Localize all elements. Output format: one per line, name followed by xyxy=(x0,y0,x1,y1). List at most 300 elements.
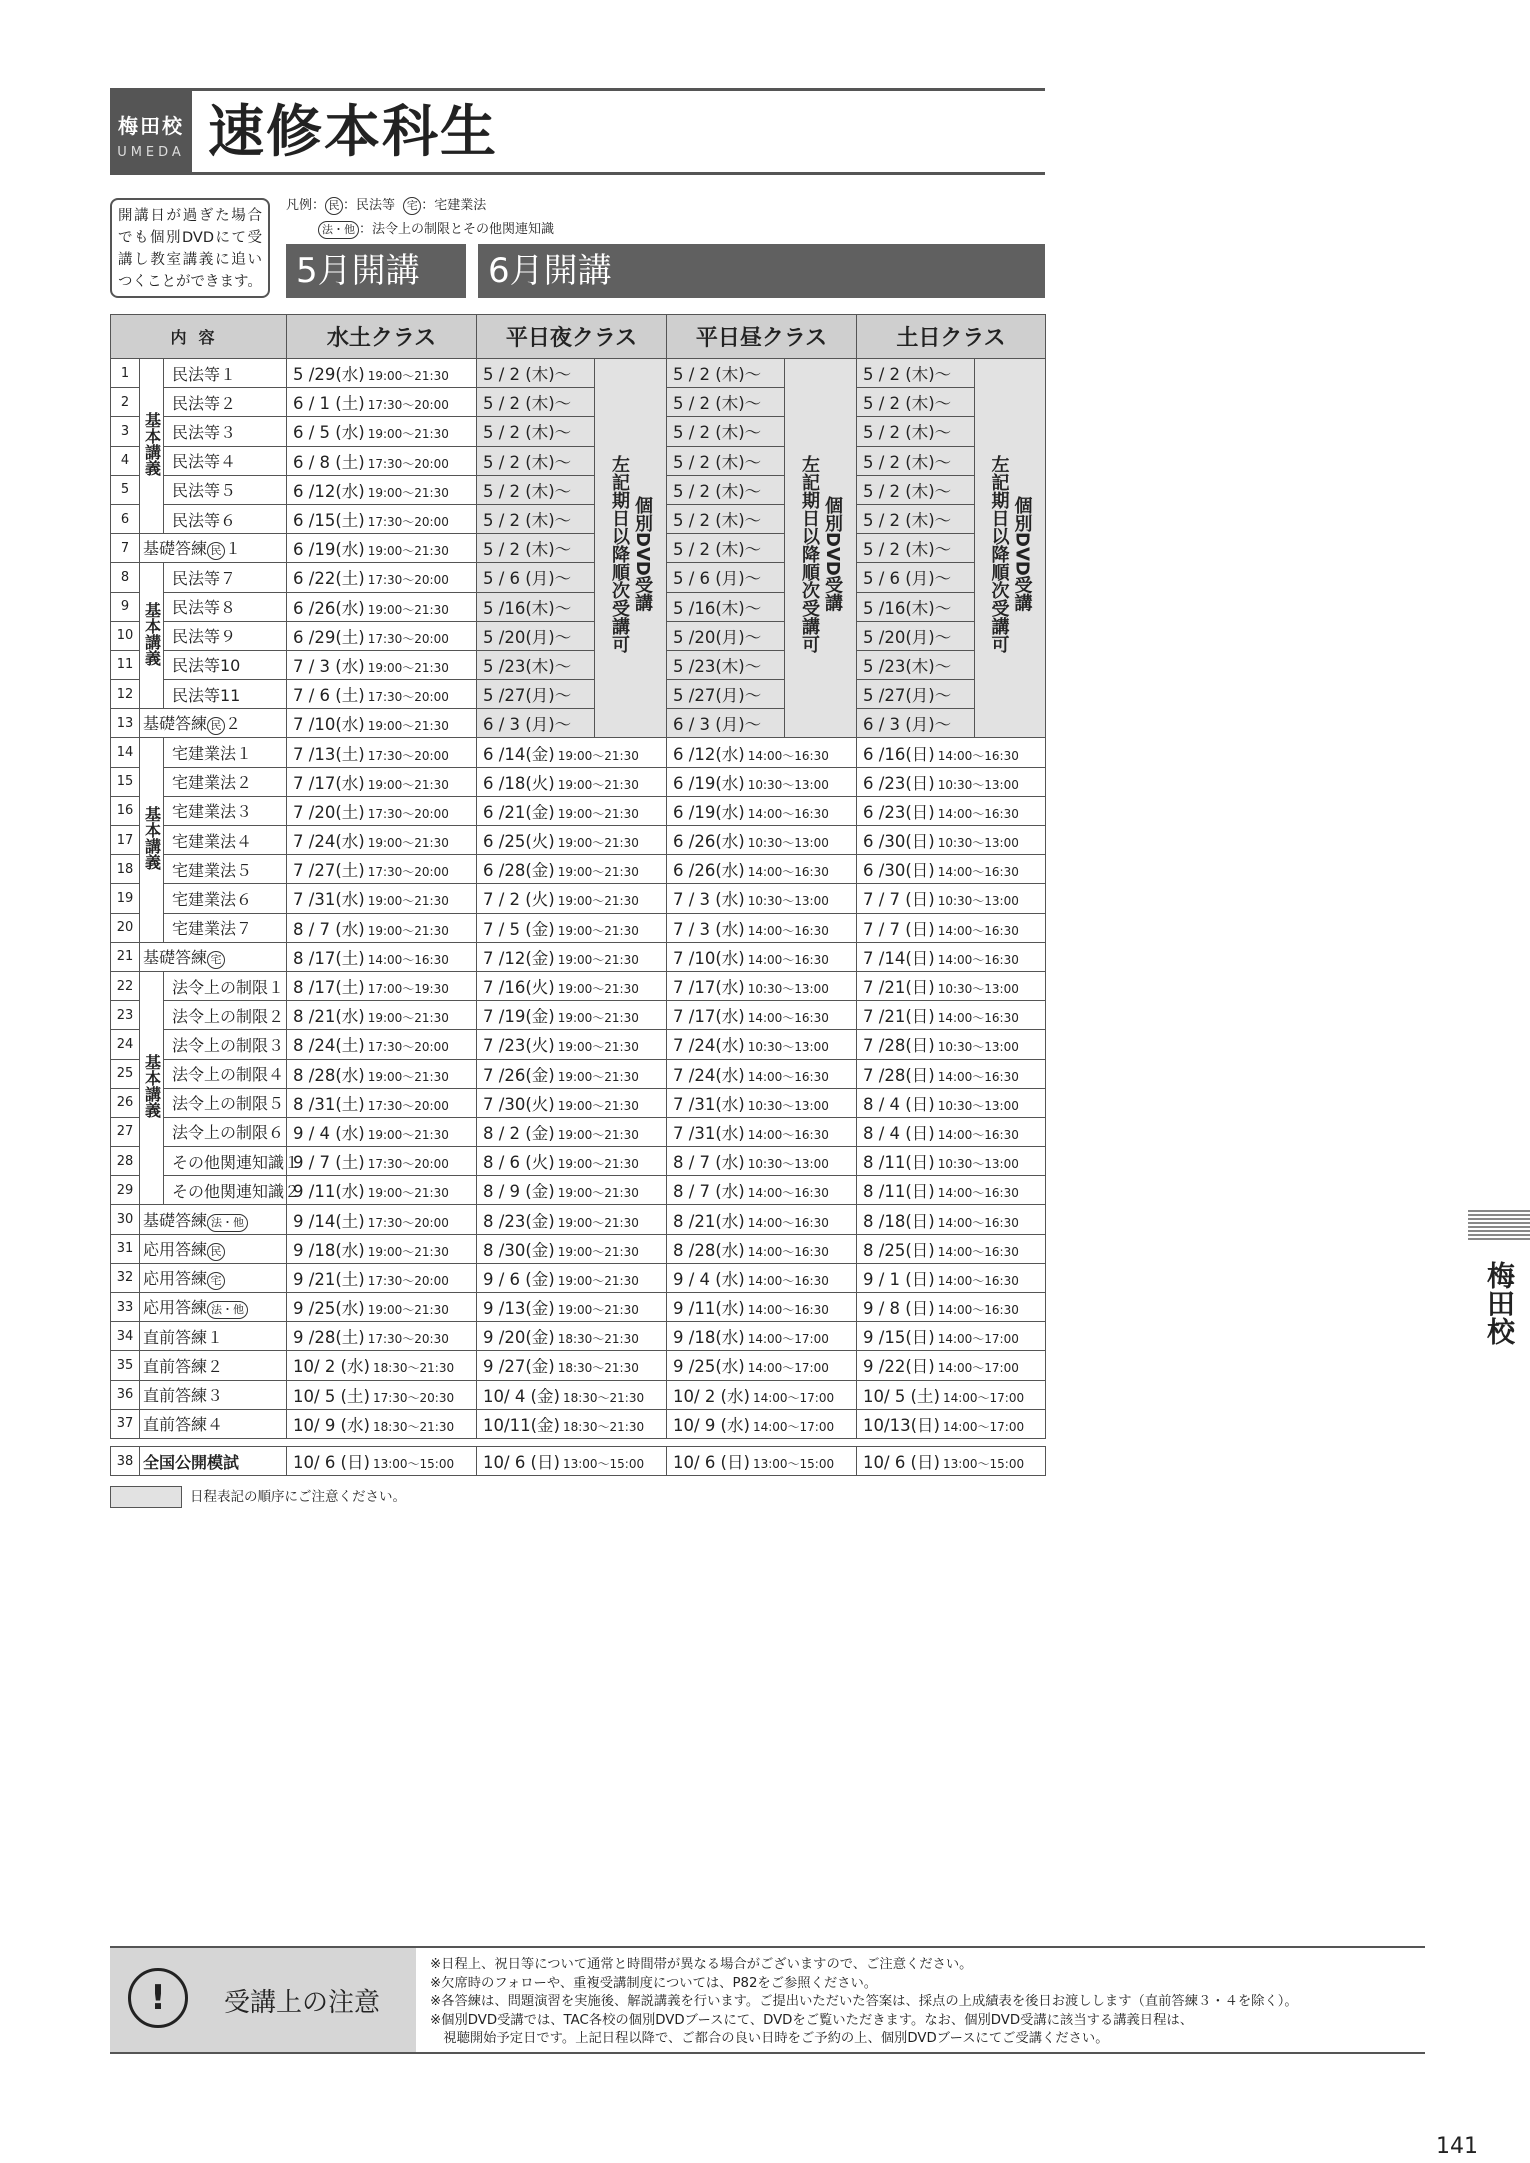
table-row xyxy=(111,1059,1046,1088)
cell-time: 19:00〜21:30 xyxy=(367,369,449,384)
table-row xyxy=(111,621,1046,650)
cell-time: 14:00〜17:00 xyxy=(747,1361,829,1376)
legend-hou-label: ：法令上の制限とその他関連知識 xyxy=(359,222,555,237)
cell-date: 9 /22(日) xyxy=(863,1357,935,1377)
cell-date: 6 /28(金) xyxy=(483,861,555,881)
schedule-cell xyxy=(667,534,785,563)
cell-date: 9 /15(日) xyxy=(863,1328,935,1348)
cell-date: 5 /29(水) xyxy=(293,365,365,385)
lecture-cell xyxy=(140,1446,287,1475)
cell-date: 7 /27(土) xyxy=(293,861,365,881)
cell-date: 5 / 2 (木)〜 xyxy=(673,481,762,501)
cell-date: 9 /25(水) xyxy=(673,1357,745,1377)
header-class-2: 平日夜クラス xyxy=(477,315,667,359)
caution-note: ※欠席時のフォローや、重複受講制度については、P82をご参照ください。 xyxy=(430,1975,878,1991)
caution-note: 視聴開始予定日です。上記日程以降で、ご都合の良い日時をご予約の上、個別DVDブースにてご受講ください。 xyxy=(430,2031,1109,2047)
page-title: 速修本科生 xyxy=(208,100,498,165)
table-row xyxy=(111,1293,1046,1322)
cell-time: 19:00〜21:30 xyxy=(557,865,639,880)
lecture-name: 宅建業法７ xyxy=(172,919,253,939)
cell-date: 6 / 5 (水) xyxy=(293,423,365,443)
schedule-cell xyxy=(857,1263,1046,1292)
schedule-cell xyxy=(287,942,477,971)
cell-date: 8 /18(日) xyxy=(863,1211,935,1231)
banner-june: 6月開講 xyxy=(478,244,1045,298)
schedule-cell xyxy=(287,1446,477,1475)
cell-date: 8 / 7 (水) xyxy=(673,1182,745,1202)
cell-date: 7 /30(火) xyxy=(483,1094,555,1114)
table-row xyxy=(111,504,1046,533)
cell-date: 5 /23(木)〜 xyxy=(863,656,952,676)
cell-time: 17:30〜20:00 xyxy=(367,573,449,588)
cell-time: 19:00〜21:30 xyxy=(367,836,449,851)
cell-date: 9 / 6 (金) xyxy=(483,1269,555,1289)
cell-date: 5 / 2 (木)〜 xyxy=(483,452,572,472)
lecture-name: 民法等９ xyxy=(172,627,237,647)
cell-time: 19:00〜21:30 xyxy=(367,1186,449,1201)
legend-min-label: ：民法等 xyxy=(343,198,396,213)
cell-date: 5 / 2 (木)〜 xyxy=(673,511,762,531)
schedule-cell xyxy=(857,1380,1046,1409)
schedule-cell xyxy=(287,796,477,825)
header-class-1: 水土クラス xyxy=(287,315,477,359)
legend-taku-mark: 宅 xyxy=(403,197,421,215)
table-row xyxy=(111,592,1046,621)
schedule-cell xyxy=(857,504,975,533)
lecture-cell xyxy=(140,1322,287,1351)
lecture-name: 民法等10 xyxy=(172,656,241,676)
cell-date: 7 /23(火) xyxy=(483,1036,555,1056)
schedule-cell xyxy=(287,1176,477,1205)
lecture-cell xyxy=(164,621,287,650)
dvd-note-main: 左記期日以降順次受講可 xyxy=(988,455,1010,653)
schedule-cell xyxy=(477,504,595,533)
schedule-cell xyxy=(477,534,595,563)
schedule-cell xyxy=(857,1030,1046,1059)
cell-date: 9 /28(土) xyxy=(293,1328,365,1348)
lecture-cell xyxy=(140,1409,287,1438)
lecture-name: 全国公開模試 xyxy=(143,1452,240,1472)
group-label xyxy=(140,971,164,1205)
legend-hou-mark: 法・他 xyxy=(318,221,359,239)
cell-date: 10/ 9 (水) xyxy=(293,1415,370,1435)
lecture-cell xyxy=(164,1088,287,1117)
cell-time: 14:00〜16:30 xyxy=(747,1069,829,1084)
cell-date: 9 /21(土) xyxy=(293,1269,365,1289)
lecture-cell xyxy=(164,971,287,1000)
lecture-cell xyxy=(164,1176,301,1205)
row-number: 35 xyxy=(111,1351,140,1380)
lecture-cell xyxy=(140,709,287,738)
lecture-cell xyxy=(140,1205,287,1234)
row-number: 25 xyxy=(111,1059,140,1088)
row-number: 34 xyxy=(111,1322,140,1351)
cell-date: 8 / 2 (金) xyxy=(483,1123,555,1143)
schedule-cell xyxy=(857,1147,1046,1176)
cell-time: 14:00〜16:30 xyxy=(937,1244,1019,1259)
cell-date: 9 / 7 (土) xyxy=(293,1153,365,1173)
table-row xyxy=(111,738,1046,767)
cell-time: 13:00〜15:00 xyxy=(752,1457,835,1472)
cell-time: 19:00〜21:30 xyxy=(557,982,639,997)
cell-date: 8 / 7 (水) xyxy=(673,1153,745,1173)
page-number: 141 xyxy=(1436,2134,1478,2159)
schedule-cell xyxy=(477,1322,667,1351)
cell-date: 9 / 4 (水) xyxy=(673,1269,745,1289)
lecture-name: 宅建業法２ xyxy=(172,773,253,793)
cell-date: 6 / 8 (土) xyxy=(293,452,365,472)
schedule-cell xyxy=(667,1380,857,1409)
schedule-cell xyxy=(857,826,1046,855)
schedule-cell xyxy=(477,592,595,621)
row-number: 2 xyxy=(111,388,140,417)
cell-time: 19:00〜21:30 xyxy=(367,1303,449,1318)
table-row xyxy=(111,1263,1046,1292)
dvd-note-cell xyxy=(785,359,857,738)
schedule-cell xyxy=(287,1409,477,1438)
exclamation-icon: ! xyxy=(128,1968,188,2028)
table-row xyxy=(111,855,1046,884)
cell-date: 9 / 8 (日) xyxy=(863,1299,935,1319)
table-row xyxy=(111,446,1046,475)
schedule-cell xyxy=(857,475,975,504)
cell-time: 14:00〜17:00 xyxy=(942,1419,1025,1434)
lecture-name: 民法等５ xyxy=(172,481,237,501)
lecture-name: 宅建業法３ xyxy=(172,802,253,822)
schedule-cell xyxy=(667,709,785,738)
legend-min-mark: 民 xyxy=(325,197,343,215)
cell-time: 14:00〜17:00 xyxy=(752,1390,835,1405)
lecture-name: 民法等８ xyxy=(172,598,237,618)
cell-date: 7 /26(金) xyxy=(483,1065,555,1085)
cell-date: 8 /23(金) xyxy=(483,1211,555,1231)
cell-time: 10:30〜13:00 xyxy=(747,836,829,851)
cell-date: 5 / 2 (木)〜 xyxy=(863,511,952,531)
cell-date: 6 /30(日) xyxy=(863,861,935,881)
row-number: 3 xyxy=(111,417,140,446)
schedule-cell xyxy=(857,1234,1046,1263)
cell-time: 14:00〜17:00 xyxy=(942,1390,1025,1405)
cell-time: 17:30〜20:00 xyxy=(367,690,449,705)
lecture-cell xyxy=(164,563,287,592)
schedule-cell xyxy=(667,884,857,913)
schedule-cell xyxy=(857,913,1046,942)
schedule-cell xyxy=(667,1117,857,1146)
schedule-cell xyxy=(667,1446,857,1475)
cell-date: 6 /23(日) xyxy=(863,773,935,793)
cell-date: 5 / 2 (木)〜 xyxy=(863,540,952,560)
schedule-cell xyxy=(857,942,1046,971)
cell-date: 5 / 2 (木)〜 xyxy=(863,481,952,501)
cell-date: 7 /14(日) xyxy=(863,948,935,968)
schedule-cell xyxy=(667,504,785,533)
schedule-cell xyxy=(477,826,667,855)
schedule-cell xyxy=(857,563,975,592)
cell-time: 19:00〜21:30 xyxy=(367,719,449,734)
schedule-cell xyxy=(857,971,1046,1000)
schedule-cell xyxy=(857,738,1046,767)
cell-date: 8 / 4 (日) xyxy=(863,1094,935,1114)
school-roman: UMEDA xyxy=(117,145,185,160)
cell-time: 14:00〜16:30 xyxy=(367,952,449,967)
cell-time: 17:30〜20:00 xyxy=(367,1157,449,1172)
lecture-cell xyxy=(164,1059,287,1088)
schedule-cell xyxy=(667,1293,857,1322)
dvd-note xyxy=(785,455,856,653)
row-number: 21 xyxy=(111,942,140,971)
schedule-cell xyxy=(477,650,595,679)
cell-date: 7 / 7 (日) xyxy=(863,919,935,939)
cell-date: 5 / 2 (木)〜 xyxy=(483,423,572,443)
lecture-name: 直前答練１ xyxy=(143,1327,224,1347)
cell-date: 7 /21(日) xyxy=(863,1007,935,1027)
row-number: 20 xyxy=(111,913,140,942)
cell-time: 10:30〜13:00 xyxy=(937,777,1019,792)
cell-date: 8 /17(土) xyxy=(293,978,365,998)
cell-date: 7 /31(水) xyxy=(673,1123,745,1143)
cell-date: 7 /21(日) xyxy=(863,978,935,998)
lecture-name: 民法等４ xyxy=(172,452,237,472)
schedule-cell xyxy=(287,621,477,650)
schedule-cell xyxy=(667,592,785,621)
schedule-cell xyxy=(477,1030,667,1059)
schedule-cell xyxy=(477,417,595,446)
table-row xyxy=(111,1001,1046,1030)
row-number: 11 xyxy=(111,650,140,679)
schedule-cell xyxy=(477,942,667,971)
cell-time: 14:00〜16:30 xyxy=(937,1215,1019,1230)
schedule-cell xyxy=(667,1059,857,1088)
row-number: 8 xyxy=(111,563,140,592)
cell-time: 19:00〜21:30 xyxy=(557,1157,639,1172)
schedule-cell xyxy=(667,1088,857,1117)
table-row xyxy=(111,534,1046,563)
schedule-cell xyxy=(667,1030,857,1059)
schedule-cell xyxy=(287,1088,477,1117)
lecture-cell xyxy=(164,446,287,475)
legend xyxy=(286,194,554,242)
cell-time: 19:00〜21:30 xyxy=(367,1244,449,1259)
cell-date: 8 /21(水) xyxy=(293,1007,365,1027)
row-number: 12 xyxy=(111,680,140,709)
schedule-cell xyxy=(667,1176,857,1205)
lecture-cell xyxy=(140,1380,287,1409)
schedule-cell xyxy=(477,563,595,592)
lecture-name: 基礎答練 xyxy=(143,947,208,967)
schedule-cell xyxy=(857,1293,1046,1322)
row-number: 1 xyxy=(111,359,140,388)
table-row xyxy=(111,913,1046,942)
cell-date: 9 /14(土) xyxy=(293,1211,365,1231)
group-label-text: 基本講義 xyxy=(142,601,162,666)
cell-time: 10:30〜13:00 xyxy=(937,836,1019,851)
lecture-name: 法令上の制限４ xyxy=(172,1065,285,1085)
schedule-cell xyxy=(477,1205,667,1234)
cell-date: 5 /20(月)〜 xyxy=(673,627,762,647)
lecture-name: 法令上の制限３ xyxy=(172,1035,285,1055)
schedule-cell xyxy=(857,650,975,679)
row-number: 5 xyxy=(111,475,140,504)
subject-mark: 民 xyxy=(207,542,225,560)
cell-date: 6 /16(日) xyxy=(863,744,935,764)
cell-date: 5 / 6 (月)〜 xyxy=(483,569,572,589)
cell-date: 6 /21(金) xyxy=(483,802,555,822)
dvd-note-sub: 個別DVD受講 xyxy=(632,496,654,612)
cell-time: 19:00〜21:30 xyxy=(367,602,449,617)
cell-date: 7 /19(金) xyxy=(483,1007,555,1027)
row-number: 9 xyxy=(111,592,140,621)
cell-date: 8 /28(水) xyxy=(293,1065,365,1085)
cell-date: 6 /26(水) xyxy=(673,861,745,881)
cell-date: 9 / 1 (日) xyxy=(863,1269,935,1289)
cell-date: 6 /14(金) xyxy=(483,744,555,764)
table-row xyxy=(111,475,1046,504)
side-tab-stripes xyxy=(1468,1210,1530,1242)
schedule-cell xyxy=(287,1322,477,1351)
schedule-cell xyxy=(477,621,595,650)
cell-time: 17:30〜20:00 xyxy=(367,806,449,821)
cell-time: 17:30〜20:00 xyxy=(367,631,449,646)
schedule-cell xyxy=(477,388,595,417)
table-row xyxy=(111,1446,1046,1475)
cell-time: 14:00〜17:00 xyxy=(747,1332,829,1347)
row-number: 15 xyxy=(111,767,140,796)
lecture-cell xyxy=(164,1001,287,1030)
cell-date: 6 /12(水) xyxy=(673,744,745,764)
schedule-cell xyxy=(667,942,857,971)
row-number: 13 xyxy=(111,709,140,738)
cell-time: 13:00〜15:00 xyxy=(562,1457,645,1472)
cell-time: 19:00〜21:30 xyxy=(367,485,449,500)
schedule-cell xyxy=(667,913,857,942)
schedule-cell xyxy=(287,417,477,446)
schedule-cell xyxy=(667,650,785,679)
cell-time: 14:00〜16:30 xyxy=(937,1069,1019,1084)
schedule-cell xyxy=(287,709,477,738)
legend-taku-label: ：宅建業法 xyxy=(421,198,487,213)
cell-time: 14:00〜16:30 xyxy=(747,1244,829,1259)
cell-time: 17:30〜20:00 xyxy=(367,456,449,471)
lecture-cell xyxy=(164,592,287,621)
schedule-cell xyxy=(287,475,477,504)
side-index-tab xyxy=(1468,1210,1530,1358)
cell-time: 14:00〜16:30 xyxy=(747,1186,829,1201)
schedule-cell xyxy=(477,855,667,884)
lecture-cell xyxy=(164,1030,287,1059)
lecture-cell xyxy=(140,1263,287,1292)
dvd-note-main: 左記期日以降順次受講可 xyxy=(799,455,821,653)
cell-time: 18:30〜21:30 xyxy=(562,1419,645,1434)
schedule-cell xyxy=(477,359,595,388)
cell-time: 19:00〜21:30 xyxy=(367,923,449,938)
schedule-cell xyxy=(667,796,857,825)
caution-note: ※個別DVD受講では、TAC各校の個別DVDブースにて、DVDをご覧いただきます。なお、個別DVD受講に該当する講義日程は、 xyxy=(430,2012,1193,2028)
schedule-cell xyxy=(667,1205,857,1234)
cell-time: 17:30〜20:00 xyxy=(367,1040,449,1055)
cell-date: 7 /17(水) xyxy=(673,1007,745,1027)
cell-date: 7 /24(水) xyxy=(293,832,365,852)
cell-date: 8 /30(金) xyxy=(483,1240,555,1260)
table-row xyxy=(111,971,1046,1000)
schedule-cell xyxy=(857,1117,1046,1146)
group-label-text: 基本講義 xyxy=(142,412,162,477)
schedule-cell xyxy=(667,767,857,796)
cell-time: 10:30〜13:00 xyxy=(937,1098,1019,1113)
schedule-cell xyxy=(287,767,477,796)
schedule-cell xyxy=(477,1001,667,1030)
cell-date: 6 / 3 (月)〜 xyxy=(863,715,952,735)
cell-time: 14:00〜16:30 xyxy=(747,865,829,880)
group-label xyxy=(140,359,164,534)
cell-time: 10:30〜13:00 xyxy=(747,1098,829,1113)
table-spacer xyxy=(111,1438,1046,1446)
lecture-name: 宅建業法５ xyxy=(172,860,253,880)
dvd-note-sub: 個別DVD受講 xyxy=(1011,496,1033,612)
cell-date: 6 /12(水) xyxy=(293,481,365,501)
lecture-name: 基礎答練 xyxy=(143,539,208,559)
cell-date: 6 /29(土) xyxy=(293,627,365,647)
schedule-cell xyxy=(857,417,975,446)
row-number: 14 xyxy=(111,738,140,767)
schedule-cell xyxy=(287,913,477,942)
spacer-cell xyxy=(111,1438,1046,1446)
cell-date: 7 /24(水) xyxy=(673,1065,745,1085)
lecture-cell xyxy=(164,504,287,533)
subject-mark: 法・他 xyxy=(207,1214,248,1232)
lecture-name: 民法等１ xyxy=(172,364,237,384)
dvd-notice: 開講日が過ぎた場合でも個別DVDにて受講し教室講義に追いつくことができます。 xyxy=(110,198,270,298)
schedule-cell xyxy=(287,1351,477,1380)
cell-date: 5 /27(月)〜 xyxy=(673,686,762,706)
schedule-cell xyxy=(667,1147,857,1176)
lecture-cell xyxy=(164,884,287,913)
cell-time: 14:00〜17:00 xyxy=(937,1361,1019,1376)
row-number: 6 xyxy=(111,504,140,533)
schedule-cell xyxy=(287,884,477,913)
cell-date: 8 /28(水) xyxy=(673,1240,745,1260)
row-number: 19 xyxy=(111,884,140,913)
schedule-cell xyxy=(477,1293,667,1322)
cell-date: 7 /16(火) xyxy=(483,978,555,998)
cell-date: 5 /27(月)〜 xyxy=(483,686,572,706)
dvd-note xyxy=(595,455,666,653)
schedule-cell xyxy=(857,621,975,650)
cell-date: 9 /20(金) xyxy=(483,1328,555,1348)
cell-date: 7 /31(水) xyxy=(293,890,365,910)
schedule-cell xyxy=(287,1380,477,1409)
lecture-name: 基礎答練 xyxy=(143,1210,208,1230)
cell-time: 13:00〜15:00 xyxy=(372,1457,455,1472)
row-number: 38 xyxy=(111,1446,140,1475)
lecture-name: 民法等３ xyxy=(172,422,237,442)
schedule-cell xyxy=(477,1088,667,1117)
cell-time: 14:00〜16:30 xyxy=(937,952,1019,967)
schedule-cell xyxy=(667,388,785,417)
schedule-cell xyxy=(667,475,785,504)
cell-date: 7 /20(土) xyxy=(293,802,365,822)
schedule-cell xyxy=(287,534,477,563)
cell-date: 7 /12(金) xyxy=(483,948,555,968)
cell-time: 14:00〜16:30 xyxy=(747,806,829,821)
schedule-cell xyxy=(857,855,1046,884)
cell-time: 19:00〜21:30 xyxy=(557,1069,639,1084)
cell-time: 19:00〜21:30 xyxy=(557,777,639,792)
cell-time: 14:00〜16:30 xyxy=(747,923,829,938)
cell-date: 5 / 2 (木)〜 xyxy=(673,365,762,385)
lecture-name: 民法等７ xyxy=(172,568,237,588)
cell-time: 17:30〜20:00 xyxy=(367,748,449,763)
subject-mark: 法・他 xyxy=(207,1301,248,1319)
